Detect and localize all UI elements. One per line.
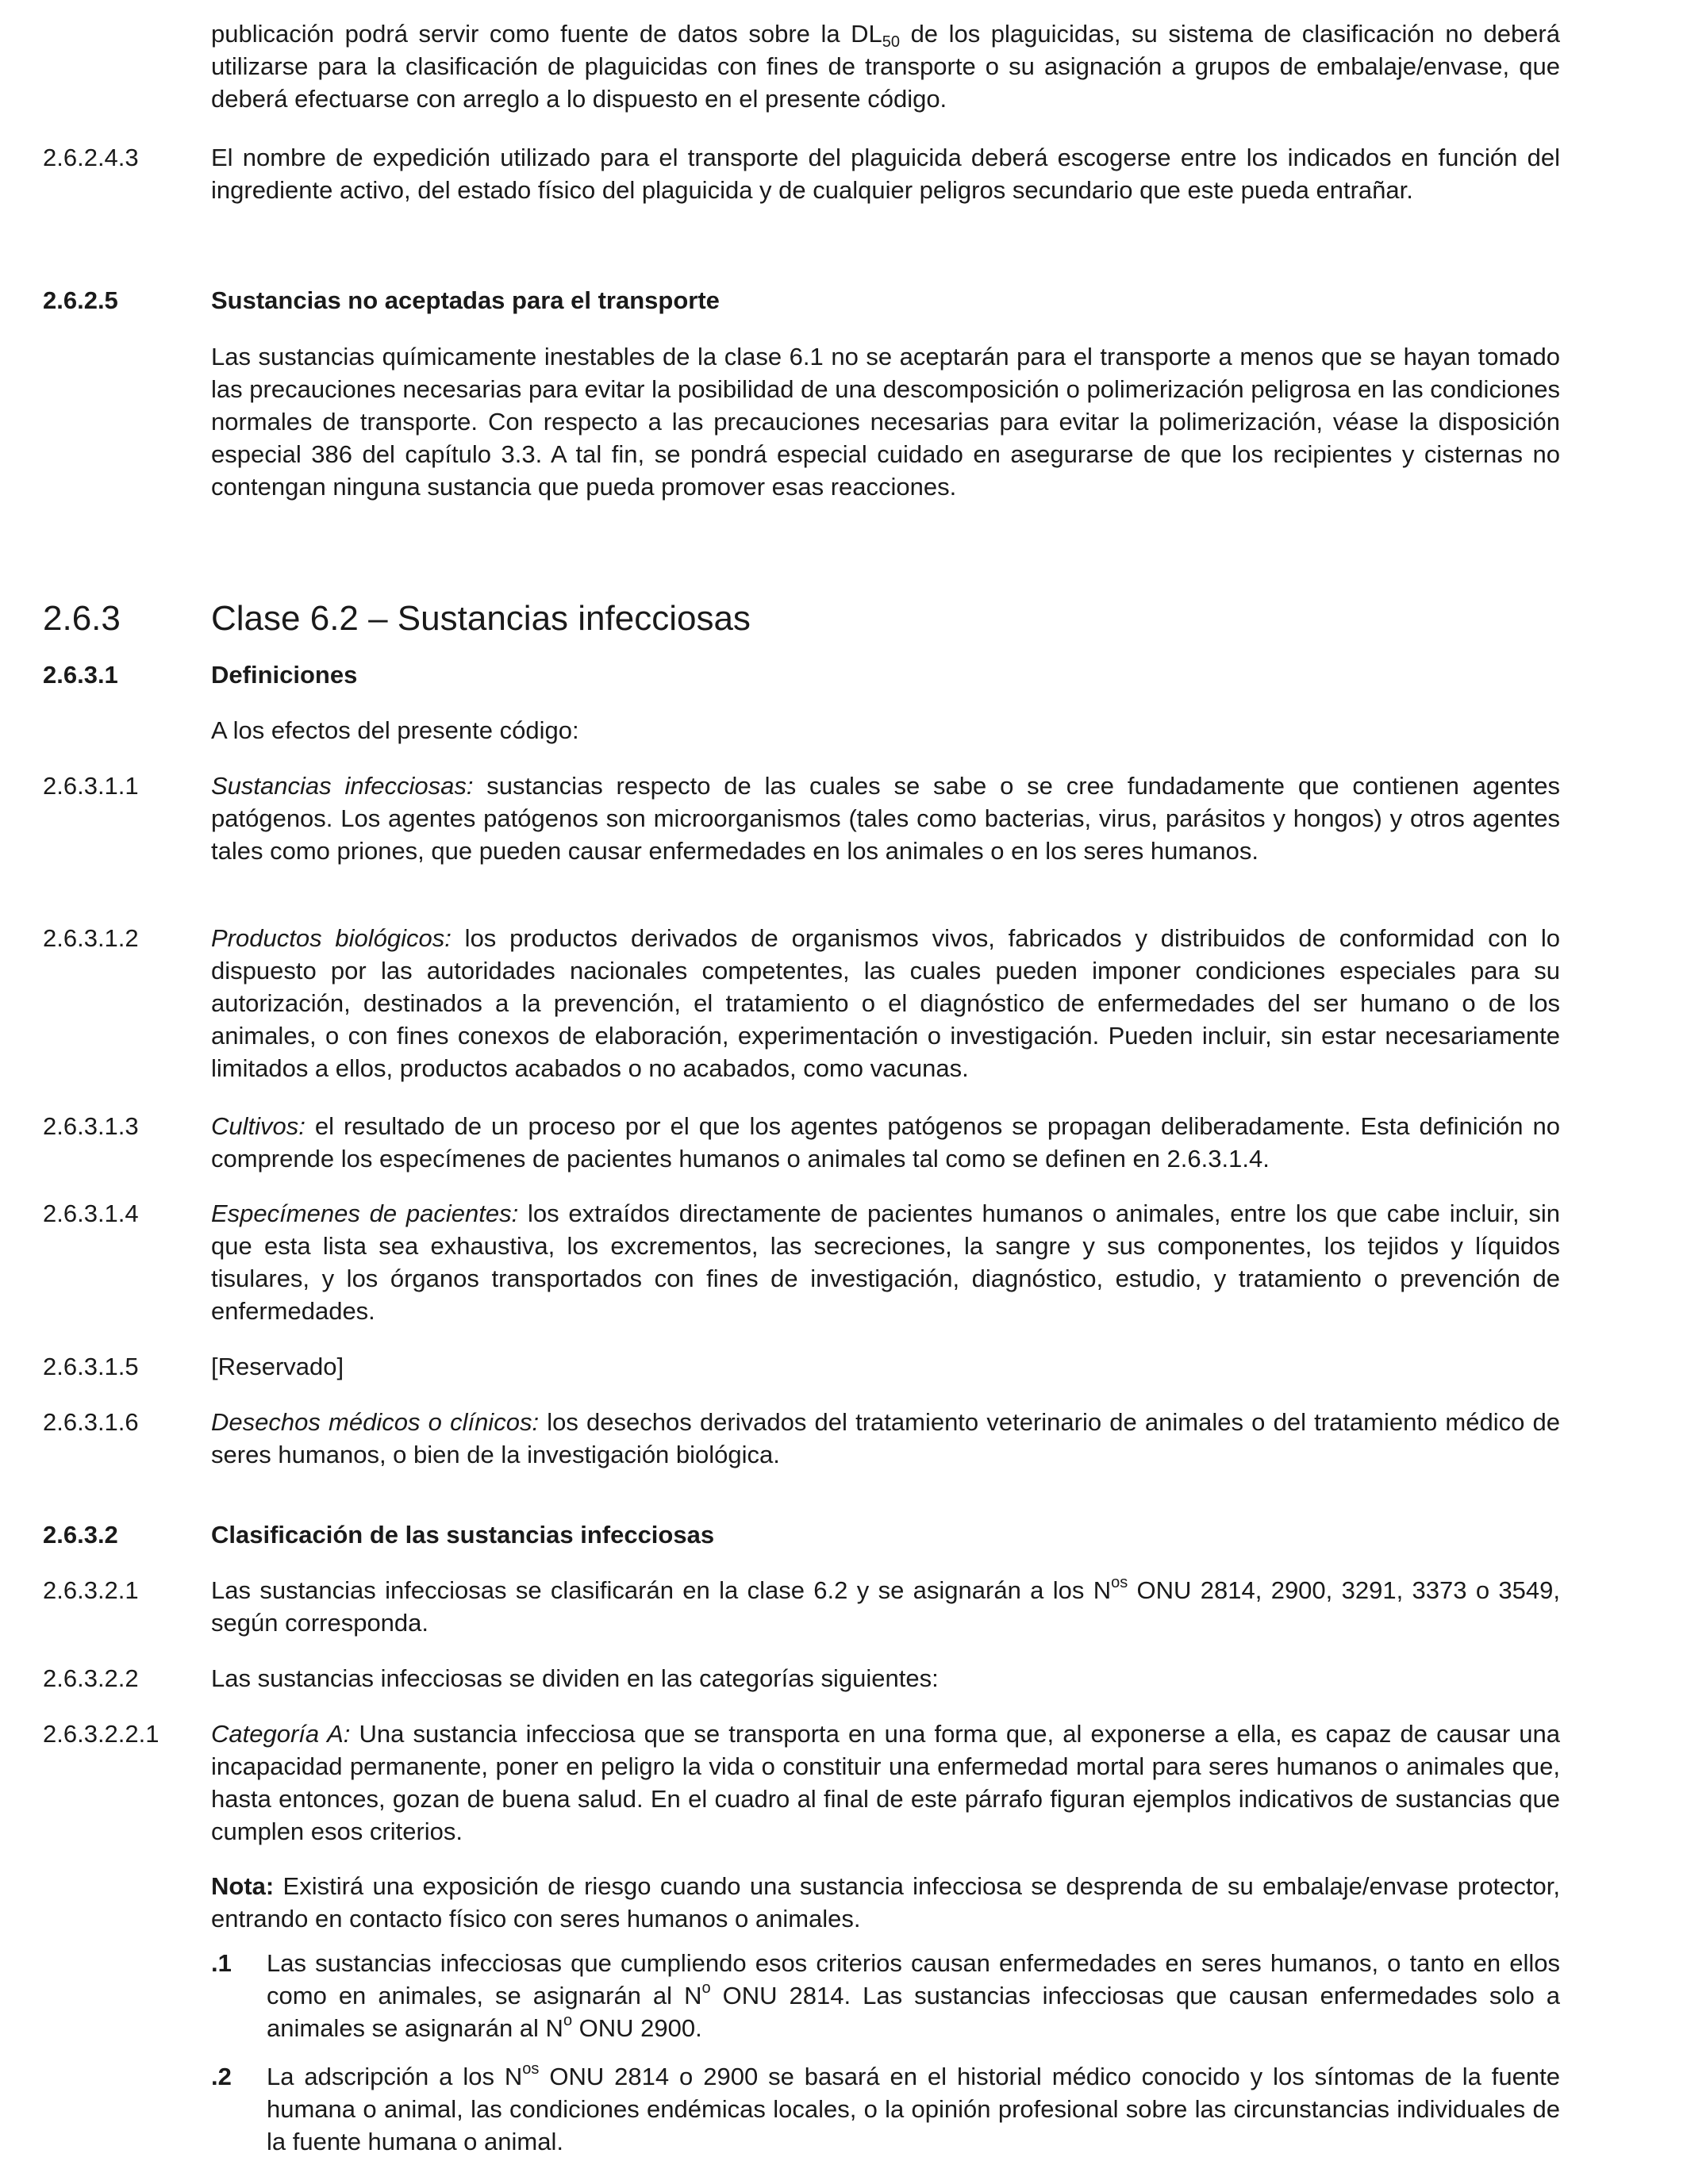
section-title: Definiciones [211,661,358,689]
section-number: 2.6.2.5 [43,286,118,314]
definition-term: Desechos médicos o clínicos: [211,1408,540,1436]
paragraph-number: 2.6.3.1.1 [43,772,139,800]
paragraph-number: 2.6.3.2.2.1 [43,1720,159,1748]
definition-term: Cultivos: [211,1112,306,1140]
section-text-2-6-2-5: Las sustancias químicamente inestables de la clase 6.1 no se aceptarán para el transporte a menos que se hayan tomado las precauciones necesarias para evitar la posibilidad de una descomposición o polimerización peligrosa en las condiciones normales de transporte. Con respecto a las precauciones necesarias para evitar la polimerización, véase la disposición especial 386 del capítulo 3.3. A tal fin, se pondrá especial cuidado en asegurarse de que los recipientes y cisternas no contengan ninguna sustancia que pueda promover esas reacciones. [211,343,1560,501]
paragraph-2-6-2-4-3 [0,141,1560,206]
note-paragraph: Nota: Existirá una exposición de riesgo cuando una sustancia infecciosa se desprenda de su embalaje/envase protector, entrando en contacto físico con seres humanos o animales. [211,1872,1560,1933]
paragraph-2-6-3-2-2-1 [0,1718,1560,1848]
list-item [211,2060,1560,2158]
paragraph-number: 2.6.3.1.5 [43,1353,139,1380]
definition-term: Productos biológicos: [211,924,452,952]
list-item-text: La adscripción a los $N^{os}$ ONU 2814 o 2900 se basará en el historial médico conocido y los síntomas de la fuente humana o animal, las condiciones endémicas locales, o la opinión profesional sobre las circunstancias individuales de la fuente humana o animal. [267,2060,1560,2155]
list-item-label: .1 [211,1949,232,1977]
definition-2-6-3-1-6 [0,1406,1560,1471]
superscript: o [701,1979,711,1997]
note-label: Nota: [211,1872,275,1900]
paragraph-text: Las sustancias infecciosas se dividen en las categorías siguientes: [211,1664,939,1692]
paragraph-number: 2.6.3.1.3 [43,1112,139,1140]
definition-text: Sustancias infecciosas: sustancias respecto de las cuales se sabe o se cree fundadamente que contienen agentes patógenos. Los agentes patógenos son microorganismos (tales como bacterias, virus, parásitos y hongos) y otros agentes tales como priones, que pueden causar enfermedades en los animales o en los seres humanos. [211,772,1561,865]
section-title: Clase 6.2 – Sustancias infecciosas [211,599,751,638]
definition-text: Productos biológicos: los productos derivados de organismos vivos, fabricados y distribuidos de conformidad con lo dispuesto por las autoridades nacionales competentes, las cuales pueden imponer condiciones especiales para su autorización, destinados a la prevención, el tratamiento o el diagnóstico de enfermedades del ser humano o de los animales, o con fines conexos de elaboración, experimentación o investigación. Pueden incluir, sin estar necesariamente limitados a ellos, productos acabados o no acabados, como vacunas. [211,924,1561,1082]
paragraph-number: 2.6.3.2.1 [43,1576,139,1604]
intro-text-cont: de los plaguicidas, su sistema de clasificación no deberá utilizarse para la clasificación de plaguicidas con fines de transporte o su asignación a grupos de embalaje/envase, que deberá efectuarse con arreglo a lo dispuesto en el presente código. [211,20,1560,113]
paragraph-text: Categoría A: Una sustancia infecciosa que se transporta en una forma que, al exponerse a ella, es capaz de causar una incapacidad permanente, poner en peligro la vida o constituir una enfermedad mortal para seres humanos o animales que, hasta entonces, gozan de buena salud. En el cuadro al final de este párrafo figuran ejemplos indicativos de sustancias que cumplen esos criterios. [211,1720,1560,1845]
list-item [211,1947,1560,2044]
definition-2-6-3-1-4 [0,1197,1560,1327]
section-heading-2-6-2-5 [0,284,720,317]
list-item-text: Las sustancias infecciosas que cumpliendo esos criterios causan enfermedades en seres humanos, o tanto en ellos como en animales, se asignarán al $N^o$ ONU 2814. Las sustancias infecciosas que causan enfermedades solo a animales se asignarán al $N^o$ ONU 2900. [267,1949,1560,2042]
section-number: 2.6.3 [43,599,121,638]
paragraph-2-6-3-2-2 [0,1662,1560,1695]
definition-2-6-3-1-3 [0,1110,1560,1175]
section-title: Clasificación de las sustancias infecciosas [211,1521,715,1549]
intro-paragraph [211,17,1560,115]
section-heading-2-6-3-2 [0,1518,714,1551]
section-heading-2-6-3-1 [0,658,357,691]
paragraph-text: Las sustancias infecciosas se clasificarán en la clase 6.2 y se asignarán a los $N^{os}$ ONU 2814, 2900, 3291, 3373 o 3549, según corresponda. [211,1574,1560,1637]
paragraph-number: 2.6.2.4.3 [43,144,139,171]
definition-term: Sustancias infecciosas: [211,772,474,800]
section-title: Sustancias no aceptadas para el transporte [211,286,720,314]
definition-2-6-3-1-2 [0,922,1560,1084]
paragraph-number: 2.6.3.2.2 [43,1664,139,1692]
section-number: 2.6.3.2 [43,1521,118,1549]
paragraph-number: 2.6.3.1.2 [43,924,139,952]
paragraph-number: 2.6.3.1.6 [43,1408,139,1436]
definition-text: Cultivos: el resultado de un proceso por el que los agentes patógenos se propagan deliberadamente. Esta definición no comprende los especímenes de pacientes humanos o animales tal como se definen en 2.6.3.1.4. [211,1112,1560,1173]
definition-text: [Reservado] [211,1353,344,1380]
definition-2-6-3-1-1 [0,770,1560,867]
superscript: os [1111,1574,1128,1591]
definition-text: Especímenes de pacientes: los extraídos directamente de pacientes humanos o animales, entre los que cabe incluir, sin que esta lista sea exhaustiva, los excrementos, las secreciones, la sangre y sus componentes, los tejidos y líquidos tisulares, y los órganos transportados con fines de investigación, diagnóstico, estudio, y tratamiento o prevención de enfermedades. [211,1199,1560,1325]
paragraph-number: 2.6.3.1.4 [43,1199,139,1227]
section-number: 2.6.3.1 [43,661,118,689]
subscript: 50 [882,33,901,51]
superscript: o [563,2012,573,2029]
intro-text: publicación podrá servir como fuente de datos sobre la DL [211,20,882,48]
superscript: os [522,2060,540,2078]
list-item-label: .2 [211,2063,232,2090]
definitions-lead: A los efectos del presente código: [211,716,579,744]
paragraph-2-6-3-2-1 [0,1574,1560,1639]
paragraph-text: El nombre de expedición utilizado para el transporte del plaguicida deberá escogerse entre los indicados en función del ingrediente activo, del estado físico del plaguicida y de cualquier peligros secundario que este pueda entrañar. [211,144,1560,204]
definition-text: Desechos médicos o clínicos: los desechos derivados del tratamiento veterinario de animales o del tratamiento médico de seres humanos, o bien de la investigación biológica. [211,1408,1560,1468]
category-term: Categoría A: [211,1720,351,1748]
definition-term: Especímenes de pacientes: [211,1199,519,1227]
definition-2-6-3-1-5 [0,1350,1560,1383]
section-heading-2-6-3 [0,597,751,641]
